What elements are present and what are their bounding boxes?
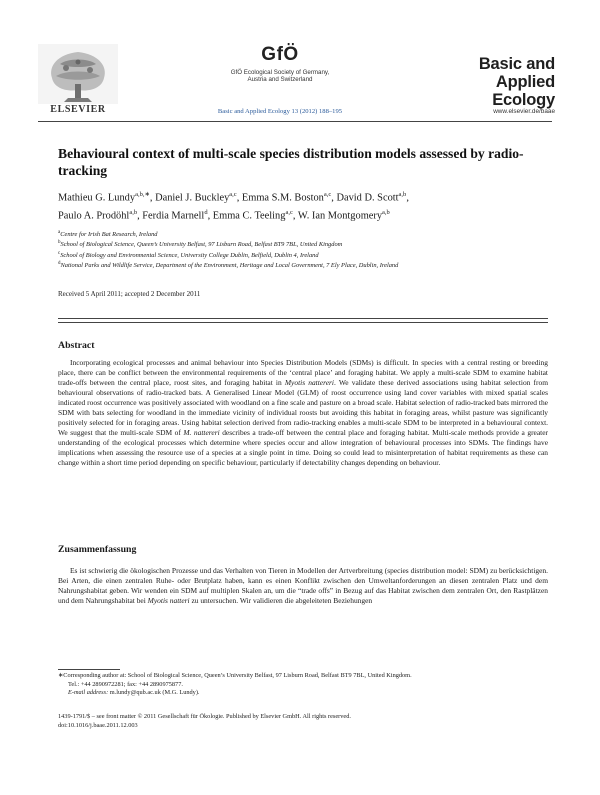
- author-list: [58, 187, 558, 224]
- author-separator: ,: [149, 192, 156, 204]
- author-separator: ,: [236, 192, 242, 204]
- article-title: Behavioural context of multi-scale species distribution models assessed by radio-tracking: [58, 146, 524, 178]
- species-name: Myotis nattereri: [284, 378, 334, 388]
- journal-title-line-2: Applied Ecology: [492, 73, 555, 109]
- author-affiliation-sup[interactable]: a,b,∗: [135, 191, 150, 198]
- author-affiliation-sup[interactable]: a,c: [285, 209, 293, 217]
- publisher-name: ELSEVIER: [50, 104, 106, 115]
- author-name: Emma C. Teeling: [212, 210, 286, 222]
- author-name: Daniel J. Buckley: [155, 192, 230, 204]
- journal-citation[interactable]: Basic and Applied Ecology 13 (2012) 188–195: [217, 108, 343, 115]
- author-affiliation-sup[interactable]: a,b: [398, 191, 407, 198]
- species-name: Myotis natteri: [147, 596, 190, 606]
- affiliation-text: School of Biology and Environmental Science, University College Dublin, Belfield, Dublin 4, Ireland: [60, 251, 319, 259]
- affiliation-text: School of Biological Science, Queen’s University Belfast, 97 Lisburn Road, Belfast BT9 7BL, United Kingdom: [60, 241, 343, 249]
- footnote: [58, 672, 548, 698]
- author-affiliation-sup[interactable]: a,b: [382, 209, 390, 217]
- footnote-rule: [58, 669, 120, 670]
- affiliation-text: National Parks and Wildlife Service, Department of the Environment, Heritage and Local Government, 7 Ely Place, Dublin, Ireland: [60, 262, 399, 270]
- author-separator: ,: [207, 210, 213, 222]
- abstract-part: describes a trade-off between the central place and foraging habitat. Multi-scale methods provide a greater understanding of the ecological processes which determine where species occur and allow integration of behavioural processes into SDMs. The findings have implications when assessing the resource use of a species at a single point in time. Doing so could lead to misinterpretation of habitat requirements as these can change within a short time period depending on specific behaviour, particularly if detectability changes depending on behaviour.: [58, 428, 548, 468]
- copyright-block: [58, 713, 548, 731]
- corresponding-author: ∗Corresponding author at: School of Biological Science, Queen’s University Belfast, 97 Lisburn Road, Belfast BT9 7BL, United Kingdom.: [58, 672, 412, 679]
- author-name: David D. Scott: [336, 192, 399, 204]
- affiliation-key: c: [58, 250, 61, 256]
- author-name: Emma S.M. Boston: [241, 192, 324, 204]
- journal-title: [430, 55, 555, 109]
- zusammenfassung-part: Es ist schwierig die ökologischen Prozesse und das Verhalten von Tieren in Modellen der Artverbreitung (species distribution model: SDM) zu berücksichtigen. Bei Arten, die einen zentralen Ruhe- oder Brutplatz haben, kann es einen Konflikt zwischen den Umweltanforderungen an diesen zentralen Platz und dem Nahrungshabitat geben. Wir wenden ein SDM auf multiplen Skalen an, um die “trade offs” in Bezug auf das Habitat zwischen dem zentralen Ort, den Rastplätzen und dem Nahrungshabitat bei: [58, 566, 548, 606]
- author-affiliation-sup[interactable]: d: [204, 209, 208, 217]
- abstract-part: Incorporating ecological processes and animal behaviour into Species Distribution Models (SDMs) is difficult. In species with a central resting or breeding place, there can be conflict between the environmental requirements of the ‘central place’ and foraging habitat. We apply a multi-scale SDM to examine habitat trade-offs between the central place, roost sites, and foraging habitat in: [58, 358, 548, 388]
- abstract-text: [58, 358, 548, 469]
- affiliation-key: b: [58, 240, 61, 246]
- author-name: Ferdia Marnell: [142, 210, 205, 222]
- affiliation-text: Centre for Irish Bat Research, Ireland: [60, 231, 158, 239]
- author-affiliation-sup[interactable]: a,c: [229, 191, 237, 198]
- affiliation-item: [58, 239, 558, 249]
- author-affiliation-sup[interactable]: a,b: [129, 209, 138, 217]
- affiliation-item: [58, 260, 558, 270]
- abstract-rule-top: [58, 318, 548, 319]
- doi-link[interactable]: doi:10.1016/j.baae.2011.12.003: [58, 721, 138, 729]
- society-mark: GfÖ: [261, 44, 299, 65]
- email-link[interactable]: m.lundy@qub.ac.uk (M.G. Lundy).: [109, 689, 200, 697]
- abstract-heading: Abstract: [58, 340, 95, 351]
- journal-url[interactable]: www.elsevier.de/baae: [493, 108, 555, 115]
- phone-fax: Tel.: +44 2890972281; fax: +44 2890975877.: [68, 680, 183, 688]
- author-name: Mathieu G. Lundy: [58, 192, 136, 204]
- abstract-rule-bottom: [58, 322, 548, 323]
- email-line: [58, 689, 548, 698]
- author-affiliation-sup[interactable]: a,c: [323, 191, 332, 198]
- author-separator: ,: [331, 192, 337, 204]
- zusammenfassung-heading: Zusammenfassung: [58, 544, 137, 555]
- affiliation-key: a: [58, 230, 61, 235]
- author-name: Paulo A. Prodöhl: [58, 210, 130, 222]
- zusammenfassung-part: zu untersuchen. Wir validieren die abgeleiteten Beziehungen: [189, 596, 373, 606]
- author-name: W. Ian Montgomery: [297, 210, 383, 222]
- society-line-1: GfÖ Ecological Society of Germany,: [230, 69, 330, 76]
- society-logo: [200, 44, 360, 84]
- author-separator: ,: [137, 210, 143, 222]
- species-name: M. nattereri: [183, 428, 220, 438]
- journal-title-line-1: Basic and: [478, 55, 555, 73]
- affiliation-item: [58, 229, 558, 239]
- received-dates: Received 5 April 2011; accepted 2 December 2011: [58, 290, 201, 298]
- email-label: E-mail address:: [68, 689, 109, 697]
- author-separator: ,: [292, 210, 298, 222]
- author-separator: ,: [406, 192, 409, 204]
- affiliation-item: [58, 250, 558, 260]
- society-line-2: Austria and Switzerland: [247, 76, 313, 84]
- header-rule: [38, 121, 552, 122]
- copyright-line: 1439-1791/$ – see front matter © 2011 Gesellschaft für Ökologie. Published by Elsevier GmbH. All rights reserved.: [58, 713, 351, 720]
- zusammenfassung-text: [58, 566, 548, 606]
- abstract-part: . We validate these derived associations using habitat selection from behavioural observations of radio-tracked bats. A Generalised Linear Model (GLM) of roost occurrence using land cover variables with mixed spatial scales indicated roost occurrence was positively associated with woodland on a fine scale and pasture on a broad scale. Habitat selection of radio-tracked bats mirrored the SDM with bats selecting for woodland in the immediate vicinity of individual roosts but avoiding this habitat in foraging areas, whilst pasture was significantly positively selected for in foraging areas. Using habitat selection derived from radio-tracking enables a multi-scale SDM to be interpreted in a behavioural context. We suggest that the multi-scale SDM of: [58, 378, 549, 438]
- affiliation-key: d: [58, 260, 61, 266]
- affiliations: [58, 229, 558, 270]
